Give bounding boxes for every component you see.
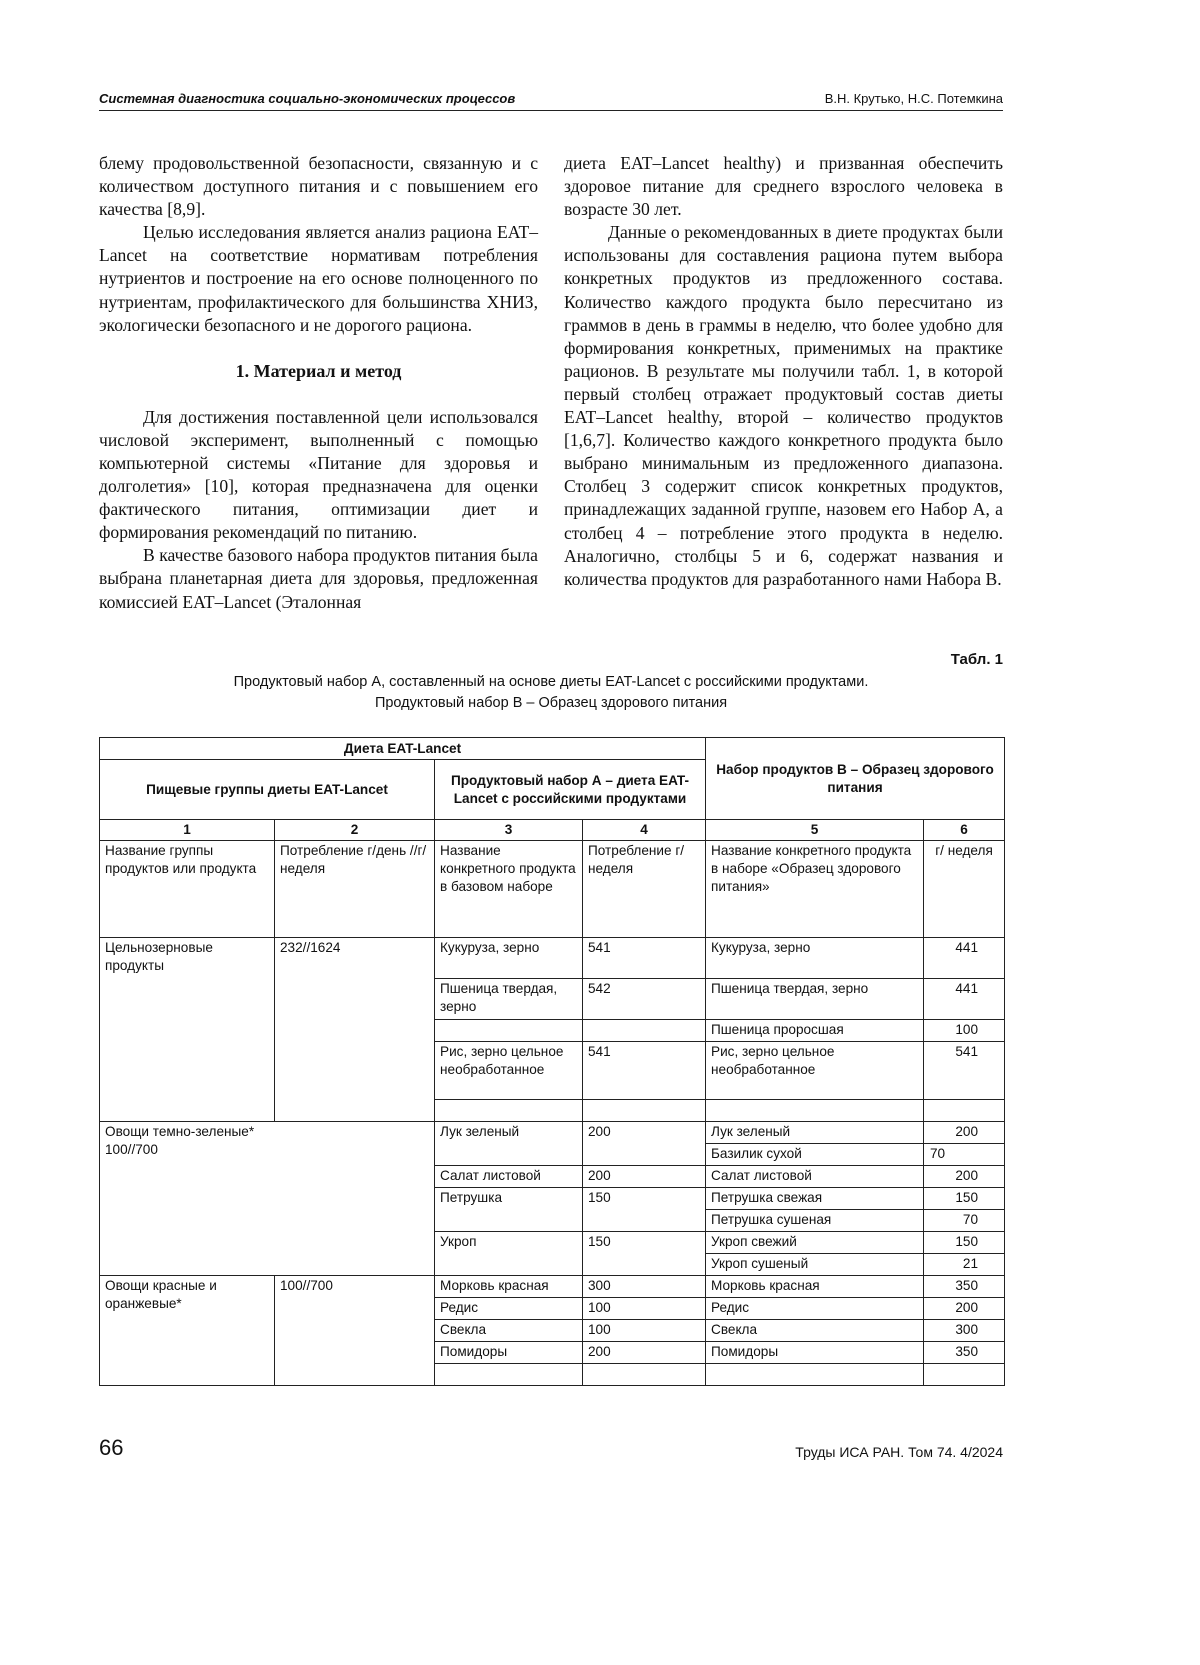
- paragraph: Для достижения поставленной цели использовался числовой эксперимент, выполненный с помощью компьютерной системы «Питание для здоровья и долголетия» [10], которая предназначена для оценки фактического питания, оптимизации диет и формирования рекомендаций по питанию.: [99, 406, 538, 545]
- products-table: [99, 737, 1005, 1386]
- column-description: Потребление г/неделя: [583, 841, 706, 938]
- set-b-product: Лук зеленый: [706, 1122, 924, 1144]
- set-a-product: Свекла: [435, 1320, 583, 1342]
- authors: В.Н. Крутько, Н.С. Потемкина: [825, 91, 1003, 106]
- group-name: Овощи красные и оранжевые*: [100, 1276, 275, 1386]
- table-label: Табл. 1: [951, 651, 1003, 668]
- empty-cell: [435, 1364, 583, 1386]
- table-row: [100, 1122, 1005, 1144]
- column-number: 2: [275, 820, 435, 841]
- header-set-b: Набор продуктов В – Образец здорового питания: [706, 738, 1005, 820]
- column-description: Название конкретного продукта в наборе «Образец здорового питания»: [706, 841, 924, 938]
- set-b-product: Петрушка сушеная: [706, 1210, 924, 1232]
- set-a-product: Укроп: [435, 1232, 583, 1276]
- empty-cell: [583, 1364, 706, 1386]
- set-a-product: Помидоры: [435, 1342, 583, 1364]
- set-a-product: Редис: [435, 1298, 583, 1320]
- set-b-value: 100: [924, 1020, 1005, 1042]
- set-b-product: Укроп свежий: [706, 1232, 924, 1254]
- column-number: 1: [100, 820, 275, 841]
- table-row: [100, 1276, 1005, 1298]
- empty-cell: [924, 1364, 1005, 1386]
- group-name-and-consumption: [100, 1122, 435, 1276]
- set-b-value: 200: [924, 1298, 1005, 1320]
- set-b-product: Пшеница проросшая: [706, 1020, 924, 1042]
- empty-cell: [924, 1100, 1005, 1122]
- header-set-a: Продуктовый набор А – диета EAT-Lancet с российскими продуктами: [435, 760, 706, 820]
- set-a-value: 542: [583, 979, 706, 1020]
- set-a-product: Рис, зерно цельное необработанное: [435, 1042, 583, 1100]
- empty-cell: [435, 1100, 583, 1122]
- group-consumption: 100//700: [105, 1141, 429, 1159]
- set-b-product: Редис: [706, 1298, 924, 1320]
- group-consumption: 232//1624: [275, 938, 435, 1122]
- set-a-product: Пшеница твердая, зерно: [435, 979, 583, 1020]
- set-b-product: Свекла: [706, 1320, 924, 1342]
- caption-line: Продуктовый набор В – Образец здорового питания: [99, 693, 1003, 714]
- set-a-product: Петрушка: [435, 1188, 583, 1232]
- set-b-product: Петрушка свежая: [706, 1188, 924, 1210]
- paragraph: В качестве базового набора продуктов питания была выбрана планетарная диета для здоровья, предложенная комиссией EAT–Lancet (Эталонная: [99, 544, 538, 613]
- column-description: г/ неделя: [924, 841, 1005, 938]
- set-b-value: 150: [924, 1232, 1005, 1254]
- set-b-product: Укроп сушеный: [706, 1254, 924, 1276]
- paragraph: диета EAT–Lancet healthy) и призванная обеспечить здоровое питание для среднего взрослого человека в возрасте 30 лет.: [564, 152, 1003, 221]
- header-eat-lancet: Диета EAT-Lancet: [100, 738, 706, 760]
- set-a-product: Морковь красная: [435, 1276, 583, 1298]
- column-description: Название группы продуктов или продукта: [100, 841, 275, 938]
- column-number: 6: [924, 820, 1005, 841]
- set-b-product: Пшеница твердая, зерно: [706, 979, 924, 1020]
- table-caption: [99, 672, 1003, 714]
- column-number: 5: [706, 820, 924, 841]
- set-b-product: Помидоры: [706, 1342, 924, 1364]
- set-a-value: 200: [583, 1122, 706, 1166]
- set-a-value: 541: [583, 938, 706, 979]
- set-b-value: 441: [924, 979, 1005, 1020]
- paragraph: Целью исследования является анализ рациона EAT–Lancet на соответствие нормативам потребления нутриентов и построение на его основе полноценного по нутриентам, профилактического для большинства ХНИЗ, экологически безопасного и не дорогого рациона.: [99, 221, 538, 336]
- set-b-value: 200: [924, 1166, 1005, 1188]
- empty-cell: [583, 1100, 706, 1122]
- section-heading: 1. Материал и метод: [99, 360, 538, 383]
- table-row: [100, 938, 1005, 979]
- column-description: Название конкретного продукта в базовом наборе: [435, 841, 583, 938]
- set-a-product: Салат листовой: [435, 1166, 583, 1188]
- set-b-value: 541: [924, 1042, 1005, 1100]
- set-a-value: 150: [583, 1232, 706, 1276]
- set-a-product: [435, 1020, 583, 1042]
- set-b-product: Рис, зерно цельное необработанное: [706, 1042, 924, 1100]
- right-text-column: [564, 152, 1003, 591]
- set-a-product: Лук зеленый: [435, 1122, 583, 1166]
- set-b-value: 70: [924, 1210, 1005, 1232]
- set-b-value: 350: [924, 1342, 1005, 1364]
- set-a-value: 541: [583, 1042, 706, 1100]
- set-a-value: [583, 1020, 706, 1042]
- set-b-value: 441: [924, 938, 1005, 979]
- set-b-value: 21: [924, 1254, 1005, 1276]
- set-b-value: 150: [924, 1188, 1005, 1210]
- empty-cell: [706, 1364, 924, 1386]
- paragraph: блему продовольственной безопасности, связанную и с количеством доступного питания и с повышением его качества [8,9].: [99, 152, 538, 221]
- header-food-groups: Пищевые группы диеты EAT-Lancet: [100, 760, 435, 820]
- journal-info: Труды ИСА РАН. Том 74. 4/2024: [795, 1444, 1003, 1460]
- set-b-value: 300: [924, 1320, 1005, 1342]
- set-a-product: Кукуруза, зерно: [435, 938, 583, 979]
- set-a-value: 200: [583, 1342, 706, 1364]
- set-b-value: 70: [924, 1144, 1005, 1166]
- paragraph: Данные о рекомендованных в диете продуктах были использованы для составления рациона путем выбора конкретных продуктов из предложенного состава. Количество каждого продукта было пересчитано из граммов в день в граммы в неделю, что более удобно для формирования конкретных, применимых на практике рационов. В результате мы получили табл. 1, в которой первый столбец отражает продуктовый состав диеты EAT–Lancet healthy, второй – количество продуктов [1,6,7]. Количество каждого конкретного продукта было выбрано минимальным из предложенного диапазона. Столбец 3 содержит список конкретных продуктов, принадлежащих заданной группе, назовем его Набор А, а столбец 4 – потребление этого продукта в неделю. Аналогично, столбцы 5 и 6, содержат названия и количества продуктов для разработанного нами Набора В.: [564, 221, 1003, 591]
- empty-cell: [706, 1100, 924, 1122]
- set-a-value: 300: [583, 1276, 706, 1298]
- set-b-product: Базилик сухой: [706, 1144, 924, 1166]
- group-name: Цельнозерновые продукты: [100, 938, 275, 1122]
- column-number: 3: [435, 820, 583, 841]
- left-text-column: [99, 152, 538, 614]
- running-header: [99, 90, 1003, 111]
- column-description: Потребление г/день //г/неделя: [275, 841, 435, 938]
- section-title: Системная диагностика социально-экономических процессов: [99, 91, 515, 106]
- set-a-value: 100: [583, 1298, 706, 1320]
- set-a-value: 200: [583, 1166, 706, 1188]
- set-b-product: Салат листовой: [706, 1166, 924, 1188]
- column-number: 4: [583, 820, 706, 841]
- caption-line: Продуктовый набор А, составленный на основе диеты EAT-Lancet с российскими продуктами.: [99, 672, 1003, 693]
- set-b-value: 350: [924, 1276, 1005, 1298]
- group-consumption: 100//700: [275, 1276, 435, 1386]
- set-a-value: 150: [583, 1188, 706, 1232]
- set-b-product: Морковь красная: [706, 1276, 924, 1298]
- set-a-value: 100: [583, 1320, 706, 1342]
- set-b-value: 200: [924, 1122, 1005, 1144]
- page-number: 66: [99, 1435, 123, 1461]
- group-name: Овощи темно-зеленые*: [105, 1123, 429, 1141]
- set-b-product: Кукуруза, зерно: [706, 938, 924, 979]
